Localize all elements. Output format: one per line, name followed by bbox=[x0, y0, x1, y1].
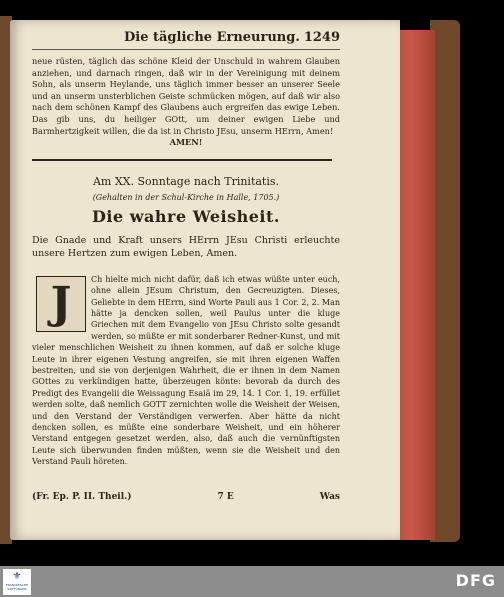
sermon-title: Die wahre Weisheit. bbox=[92, 206, 280, 226]
dfg-logo[interactable]: DFG bbox=[455, 571, 496, 590]
main-paragraph bbox=[32, 274, 340, 468]
franckesche-stiftungen-logo[interactable] bbox=[3, 569, 31, 595]
held-note: (Gehalten in der Schul-Kirche in Halle, 1705.) bbox=[92, 192, 280, 202]
footer-signature: 7 E bbox=[217, 492, 234, 502]
book-page bbox=[10, 20, 400, 540]
page-edge-red bbox=[395, 30, 435, 540]
logo-caption: FRANCKESCHE STIFTUNGEN bbox=[5, 583, 29, 591]
top-paragraph bbox=[32, 56, 340, 149]
running-head bbox=[32, 30, 340, 50]
section-rule bbox=[32, 159, 332, 161]
opening-prayer: Die Gnade und Kraft unsers HErrn JEsu Christi erleuchte unsere Hertzen zum ewigen Leben, Amen. bbox=[32, 234, 340, 259]
footer-catchword: Was bbox=[319, 492, 340, 502]
viewer-footer-bar bbox=[0, 566, 504, 597]
page-content bbox=[32, 30, 340, 502]
running-title: Die tägliche Erneurung. bbox=[124, 30, 300, 45]
logo-emblem-icon: ⚜ bbox=[12, 571, 22, 582]
drop-initial: J bbox=[36, 276, 86, 332]
page-footer bbox=[32, 492, 340, 502]
page-number: 1249 bbox=[303, 30, 340, 45]
main-paragraph-text: Ch hielte mich nicht dafür, daß ich etwas wüßte unter euch, ohne allein JEsum Christum, den Gecreuzigten. Dieses, Geliebte in dem HErrn, sind Worte Pauli aus 1 Cor. 2, 2. Man hätte ja dencken sollen, weil Paulus unter die kluge Griechen mit dem Evangelio von JEsu Christo solte gesandt werden, so müßte er mit sonderbarer Redner-Kunst, und mit vieler menschlichen Weisheit zu ihnen kommen, auf daß er solche kluge Leute in ihrer eigenen Vestung angreifen, sie mit ihren eigenen Waffen bestreiten, und sie von derjenigen Wahrheit, die er ihnen in dem Namen GOttes zu verkündigen hatte, überzeugen könte: bevorab da durch des Predigt des Evangelii die Weissagung Esaiä im 29, 14. 1 Cor. 1, 19. erfüllet werden solte, daß nemlich GOTT zernichten wolle die Weisheit der Weisen, und den Verstand der Verständigen verwerfen. Aber hätte da nicht dencken sollen, es müßte eine sonderbare Weisheit, und ein höherer Verstand entgegen gesetzet werden, also, daß auch die vernünftigsten Leute sich überwunden finden müßten, wenn sie die Weisheit und den Verstand Pauli höreten. bbox=[32, 274, 340, 467]
top-paragraph-text: neue rüsten, täglich das schöne Kleid der Unschuld in wahrem Glauben anziehen, und darnach ringen, daß wir in der Vereinigung mit deinem Sohn, als unserm Heylande, uns täglich immer besser an unserer Seele und an unserm unsterblichen Geiste schmücken mögen, auf daß wir also nach dem schönen Kampf des Glaubens auch ergreifen das ewige Leben. Das gib uns, du heiliger GOtt, um deiner ewigen Liebe und Barmhertzigkeit willen, die da ist in Christo JEsu, unserm HErrn, Amen! bbox=[32, 56, 340, 136]
amen-line: AMEN! bbox=[169, 137, 203, 148]
footer-left: (Fr. Ep. P. II. Theil.) bbox=[32, 492, 132, 502]
sunday-heading: Am XX. Sonntage nach Trinitatis. bbox=[92, 174, 280, 188]
